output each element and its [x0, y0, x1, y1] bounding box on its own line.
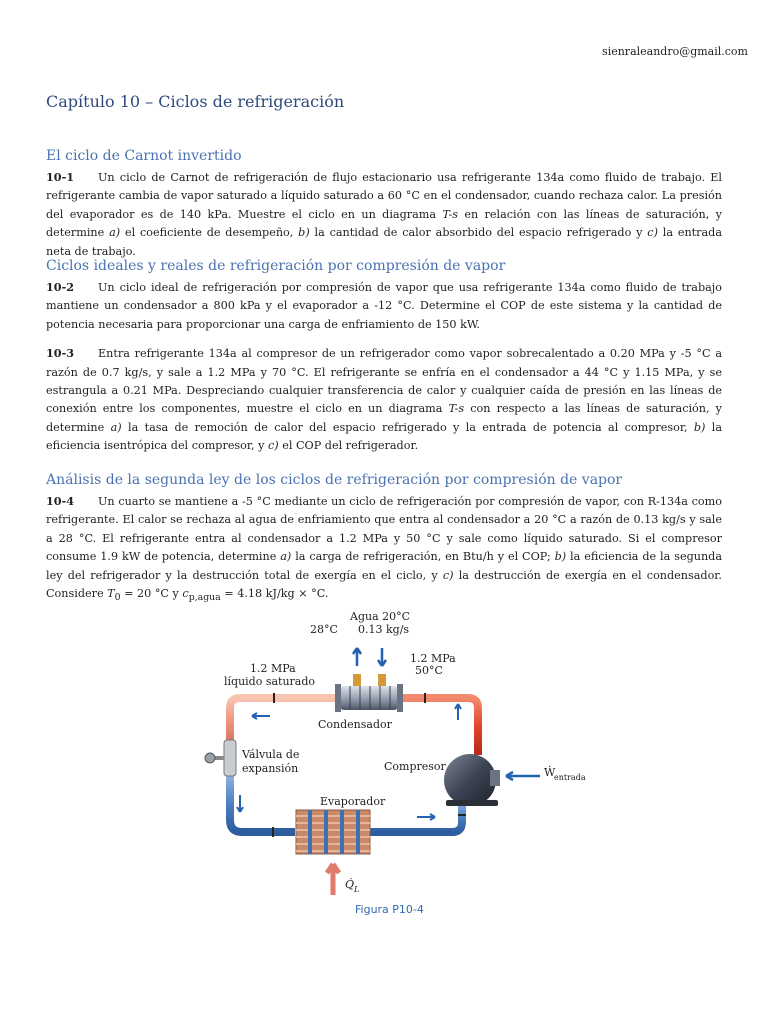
heat-input-subscript: L — [354, 885, 360, 894]
discharge-line-pipe — [395, 698, 478, 755]
problem-text: Entra refrigerante 134a al compresor de un refrigerador como vapor sobrecalentado a 0.20 MPa y -5 °C a razón de 0.7 kg/s, y sale a 1.2 MPa y 70 °C. El refrigerante se enfría en el condensador a 44 °C y 1.15 MPa, y se estrangula a 0.21 MPa. Despreciando cualquier transferencia de calor y cualquier caída de presión en las líneas de conexión entre los componentes, muestre el ciclo en un diagrama — [46, 347, 722, 416]
author-email: sienraleandro@gmail.com — [602, 45, 748, 58]
cycle-diagram — [200, 610, 586, 900]
evaporator-unit — [296, 810, 370, 854]
expansion-valve-icon — [205, 740, 236, 776]
problem-number: 10-2 — [46, 280, 74, 294]
flow-arrow-icon — [417, 814, 435, 820]
problem-text: = 4.18 kJ/kg × °C. — [220, 587, 329, 601]
problem-text: en relación con las líneas de saturación, y determine — [46, 207, 722, 240]
section-title: El ciclo de Carnot invertido — [46, 148, 242, 164]
flow-arrow-icon — [455, 704, 461, 720]
problem-number: 10-4 — [46, 494, 74, 508]
item-marker: a) — [280, 550, 292, 564]
problem-10-1 — [46, 168, 722, 261]
problem-number: 10-3 — [46, 346, 74, 361]
condenser-inlet-temp: 50°C — [415, 664, 443, 677]
item-marker: b) — [554, 550, 567, 564]
problem-text: el coeficiente de desempeño, — [120, 226, 299, 240]
section-title: Ciclos ideales y reales de refrigeración por compresión de vapor — [46, 258, 506, 274]
section-title: Análisis de la segunda ley de los ciclos de refrigeración por compresión de vapor — [46, 472, 623, 488]
item-marker: a) — [109, 226, 121, 240]
item-marker: c) — [442, 568, 454, 582]
problem-text: Un ciclo ideal de refrigeración por compresión de vapor que usa refrigerante 134a como fluido de trabajo mantiene un condensador a 800 kPa y el evaporador a -12 °C. Determine el COP de este sistema y la cantidad de potencia necesaria para proporcionar una carga de enfriamiento de 150 kW. — [46, 281, 722, 331]
condenser-label: Condensador — [318, 718, 392, 731]
problem-text: la destrucción de exergía en el condensador. Considere — [46, 568, 722, 601]
water-out-arrow-icon — [353, 648, 361, 666]
water-out-label: 28°C — [310, 623, 338, 636]
problem-text: la eficiencia de la segunda ley del refrigerador y la destrucción total de exergía en el ciclo, y — [46, 550, 722, 582]
water-flow-label: 0.13 kg/s — [358, 623, 410, 636]
water-in-arrow-icon — [378, 648, 386, 666]
variable-label: T — [107, 587, 115, 601]
variable-label: c — [182, 587, 189, 601]
problem-10-4 — [46, 492, 722, 608]
item-marker: c) — [268, 439, 279, 453]
refrigeration-cycle-figure — [200, 610, 586, 930]
work-input-arrow-icon — [506, 772, 540, 780]
heat-input-arrow-icon — [327, 864, 339, 895]
work-input-symbol: Ẇ — [544, 766, 556, 779]
item-marker: c) — [647, 226, 658, 240]
problem-text: la carga de refrigeración, en Btu/h y el COP; — [291, 550, 555, 564]
problem-text: el COP del refrigerador. — [278, 439, 419, 453]
item-marker: b) — [693, 420, 706, 434]
problem-text: Un ciclo de Carnot de refrigeración de flujo estacionario usa refrigerante 134a como fluido de trabajo. El refrigerante cambia de vapor saturado a líquido saturado a 60 °C en el condensador, cuando rechaza calor. La presión del evaporador es de 140 kPa. Muestre el ciclo en un diagrama — [46, 171, 722, 221]
variable-subscript: 0 — [114, 592, 121, 604]
section-second-law — [46, 471, 722, 608]
problem-text: = 20 °C y — [120, 587, 183, 601]
variable-label: T-s — [442, 207, 458, 221]
problem-10-3 — [46, 344, 722, 455]
condenser-unit — [335, 674, 403, 712]
evaporator-label: Evaporador — [320, 795, 386, 808]
condenser-outlet-pressure: 1.2 MPa — [250, 662, 296, 675]
work-input-subscript: entrada — [554, 773, 586, 782]
problem-text: Un cuarto se mantiene a -5 °C mediante un ciclo de refrigeración por compresión de vapor, con R-134a como refrigerante. El calor se rechaza al agua de enfriamiento que entra al condensador a 20 °C a razón de 0.13 kg/s y sale a 28 °C. El refrigerante entra al condensador a 1.2 MPa y 50 °C y sale como líquido saturado. Si el compresor consume 1.9 kW de potencia, determine — [46, 495, 722, 564]
section-carnot — [46, 147, 722, 261]
condenser-inlet-pressure: 1.2 MPa — [410, 652, 456, 665]
chapter-title: Capítulo 10 – Ciclos de refrigeración — [46, 92, 345, 111]
item-marker: a) — [110, 420, 122, 434]
problem-text: la tasa de remoción de calor del espacio refrigerado y la entrada de potencia al compresor, — [121, 420, 694, 434]
flow-arrow-icon — [237, 795, 243, 812]
variable-label: T-s — [448, 402, 465, 416]
condenser-outlet-state: líquido saturado — [224, 675, 316, 688]
problem-text: la entrada neta de trabajo. — [46, 226, 723, 258]
valve-label-line2: expansión — [242, 762, 299, 775]
item-marker: b) — [298, 226, 310, 240]
problem-10-2 — [46, 278, 722, 334]
water-in-label: Agua 20°C — [350, 610, 411, 623]
compressor-unit — [444, 754, 500, 806]
heat-input-symbol: Q̇ — [345, 878, 355, 891]
compressor-label: Compresor — [384, 760, 446, 773]
valve-label-line1: Válvula de — [242, 748, 300, 761]
problem-text: con respecto a las líneas de saturación, y determine — [46, 402, 722, 434]
problem-number: 10-1 — [46, 170, 74, 184]
problem-text: la cantidad de calor absorbido del espacio refrigerado y — [309, 226, 648, 240]
section-vapor-compression — [46, 257, 722, 456]
figure-caption: Figura P10-4 — [355, 903, 424, 916]
flow-arrow-icon — [252, 713, 270, 719]
problem-text: la eficiencia isentrópica del compresor, y — [46, 420, 722, 453]
variable-subscript: p,agua — [188, 592, 221, 604]
